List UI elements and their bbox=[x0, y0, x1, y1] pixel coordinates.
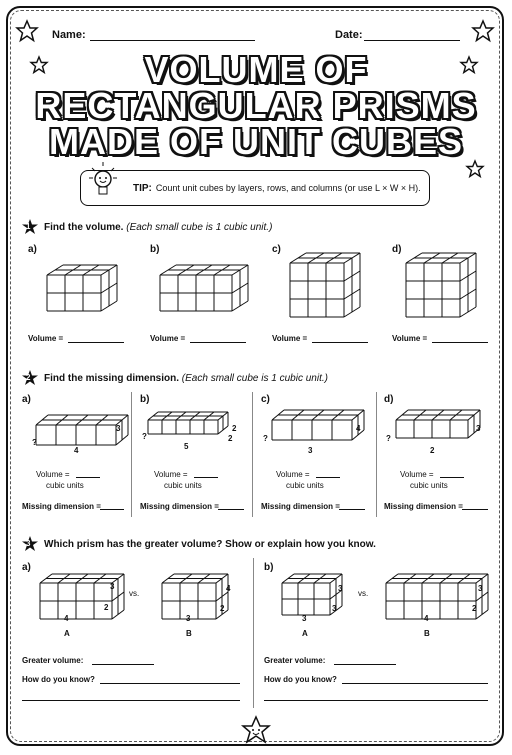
item-1a-volume-label: Volume = bbox=[28, 334, 64, 343]
star-icon bbox=[472, 20, 494, 42]
item-2c-missing-field[interactable] bbox=[339, 509, 365, 510]
column-divider bbox=[253, 558, 254, 708]
part-3b-label: b) bbox=[264, 562, 274, 573]
part-3b-A-width: 3 bbox=[332, 604, 337, 613]
part-3b-A-height: 3 bbox=[338, 584, 343, 593]
column-divider bbox=[252, 392, 253, 517]
item-2c-side: 4 bbox=[356, 424, 361, 433]
part-3a-B-width: 2 bbox=[220, 604, 225, 613]
part-3a-how-field[interactable] bbox=[100, 683, 240, 684]
section-3-number: 3 bbox=[26, 539, 31, 548]
item-2d-unit: cubic units bbox=[410, 481, 448, 490]
part-3a-greater-field[interactable] bbox=[92, 664, 154, 665]
item-2b-missing-label: Missing dimension = bbox=[140, 502, 219, 511]
item-1a-label: a) bbox=[28, 244, 37, 255]
item-2b-volume-label: Volume = bbox=[154, 470, 188, 479]
part-3b-greater-field[interactable] bbox=[334, 664, 396, 665]
part-3b-how-label: How do you know? bbox=[264, 675, 337, 684]
name-label: Name: bbox=[52, 29, 86, 41]
part-3a-A-length: 4 bbox=[64, 614, 69, 623]
name-field[interactable] bbox=[90, 40, 255, 41]
column-divider bbox=[131, 392, 132, 517]
section-2-prompt-text: Find the missing dimension. bbox=[44, 373, 180, 384]
item-2a-label: a) bbox=[22, 394, 31, 405]
part-3a-A-name: A bbox=[64, 629, 70, 638]
part-3b-A-length: 3 bbox=[302, 614, 307, 623]
part-3a-label: a) bbox=[22, 562, 31, 573]
item-2a-length: 4 bbox=[74, 446, 79, 455]
part-3a-how-label: How do you know? bbox=[22, 675, 95, 684]
part-3a-how-field-2[interactable] bbox=[22, 700, 240, 701]
tip-text: Count unit cubes by layers, rows, and columns (or use L × W × H). bbox=[155, 183, 421, 193]
part-3a-A-height: 3 bbox=[110, 582, 115, 591]
item-2c-unit: cubic units bbox=[286, 481, 324, 490]
item-2c-missing-label: Missing dimension = bbox=[261, 502, 340, 511]
item-2d-missing-label: Missing dimension = bbox=[384, 502, 463, 511]
section-2-note: (Each small cube is 1 cubic unit.) bbox=[181, 373, 328, 384]
part-3b-A-name: A bbox=[302, 629, 308, 638]
item-2c-volume-field[interactable] bbox=[316, 477, 340, 478]
section-1-prompt bbox=[44, 222, 272, 233]
tip-label: TIP: bbox=[133, 182, 152, 194]
item-2d-volume-field[interactable] bbox=[440, 477, 464, 478]
item-1a-answer-field[interactable] bbox=[68, 342, 124, 343]
section-1-prompt-text: Find the volume. bbox=[44, 222, 124, 233]
item-2c-unknown: ? bbox=[263, 434, 268, 443]
part-3b-B-width: 2 bbox=[472, 604, 477, 613]
item-2c-volume-label: Volume = bbox=[276, 470, 310, 479]
part-3a-A-width: 2 bbox=[104, 603, 109, 612]
part-3a-B-name: B bbox=[186, 629, 192, 638]
page-title-line-3: MADE OF UNIT CUBES bbox=[49, 121, 463, 162]
section-1-number: 1 bbox=[26, 222, 31, 231]
star-icon bbox=[466, 160, 484, 178]
item-2b-side-2: 2 bbox=[228, 434, 233, 443]
item-2a-volume-label: Volume = bbox=[36, 470, 70, 479]
item-2a-missing-field[interactable] bbox=[100, 509, 124, 510]
section-2-number: 2 bbox=[26, 373, 31, 382]
item-1b-volume-label: Volume = bbox=[150, 334, 186, 343]
part-3b-how-field[interactable] bbox=[342, 683, 488, 684]
part-3a-B-length: 3 bbox=[186, 614, 191, 623]
item-1b-label: b) bbox=[150, 244, 160, 255]
item-2d-unknown: ? bbox=[386, 434, 391, 443]
item-2b-unit: cubic units bbox=[164, 481, 202, 490]
part-3b-B-height: 3 bbox=[478, 584, 483, 593]
section-2-prompt bbox=[44, 373, 328, 384]
item-2a-side: 3 bbox=[116, 424, 121, 433]
item-2b-missing-field[interactable] bbox=[218, 509, 244, 510]
part-3b-vs: vs. bbox=[358, 589, 369, 598]
item-1d-volume-label: Volume = bbox=[392, 334, 428, 343]
part-3a-greater-label: Greater volume: bbox=[22, 656, 84, 665]
section-1-note: (Each small cube is 1 cubic unit.) bbox=[126, 222, 273, 233]
date-label: Date: bbox=[335, 29, 363, 41]
item-2d-volume-label: Volume = bbox=[400, 470, 434, 479]
part-3b-greater-label: Greater volume: bbox=[264, 656, 326, 665]
column-divider bbox=[376, 392, 377, 517]
part-3b-B-length: 4 bbox=[424, 614, 429, 623]
part-3b-B-name: B bbox=[424, 629, 430, 638]
item-1b-answer-field[interactable] bbox=[190, 342, 246, 343]
item-1c-answer-field[interactable] bbox=[312, 342, 368, 343]
tip-box bbox=[80, 170, 430, 206]
item-2b-unknown: ? bbox=[142, 432, 147, 441]
part-3a-B-height: 4 bbox=[226, 584, 231, 593]
item-2d-length: 2 bbox=[430, 446, 435, 455]
item-2b-length: 5 bbox=[184, 442, 189, 451]
item-2b-volume-field[interactable] bbox=[194, 477, 218, 478]
smiling-star-icon bbox=[242, 716, 270, 744]
item-2a-unknown: ? bbox=[32, 438, 37, 447]
item-2a-missing-label: Missing dimension = bbox=[22, 502, 101, 511]
item-2b-label: b) bbox=[140, 394, 150, 405]
section-3-prompt: Which prism has the greater volume? Show or explain how you know. bbox=[44, 539, 376, 550]
item-1c-volume-label: Volume = bbox=[272, 334, 308, 343]
item-2d-missing-field[interactable] bbox=[462, 509, 488, 510]
item-1c-label: c) bbox=[272, 244, 281, 255]
page-title-line-2: RECTANGULAR PRISMS bbox=[35, 85, 477, 126]
item-2c-length: 3 bbox=[308, 446, 313, 455]
item-2a-unit: cubic units bbox=[46, 481, 84, 490]
date-field[interactable] bbox=[364, 40, 460, 41]
item-2b-side: 2 bbox=[232, 424, 237, 433]
star-icon bbox=[16, 20, 38, 42]
page-title-line-1: VOLUME OF bbox=[144, 49, 368, 90]
item-1d-label: d) bbox=[392, 244, 402, 255]
item-2d-label: d) bbox=[384, 394, 394, 405]
item-1d-answer-field[interactable] bbox=[432, 342, 488, 343]
lightbulb-icon bbox=[88, 160, 118, 200]
part-3a-vs: vs. bbox=[129, 589, 140, 598]
part-3b-how-field-2[interactable] bbox=[264, 700, 488, 701]
item-2d-side: 3 bbox=[476, 424, 481, 433]
item-2c-label: c) bbox=[261, 394, 270, 405]
item-2a-volume-field[interactable] bbox=[76, 477, 100, 478]
